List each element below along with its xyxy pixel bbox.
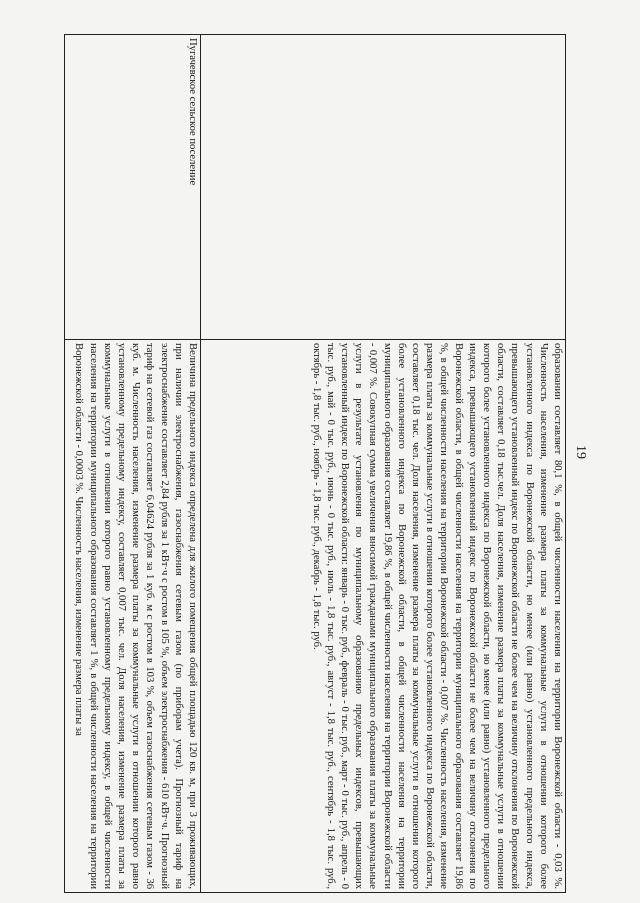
description-cell: [201, 340, 566, 893]
description-cell: [65, 340, 201, 893]
municipality-name-cell: Пугачевское сельское поселение: [65, 35, 201, 340]
description-text: Величина предельного индекса определена для жилого помещения общей площадью 120 кв. м, при 3 проживающих, при наличии электроснабжения, газоснабжения сетевым газом (по приборам учета). Прогнозный тариф на электроснабжение составляет 2,84 рубля за 1 кВт·ч с ростом в 105 %, объем электроснабжения - 610 кВт·ч. Прогнозный тариф на сетевой газ составляет 6,04624 рубля за 1 куб. м с ростом в 103 %, объем газоснабжения сетевым газом - 36 куб. м. Численность населения, изменение размера платы за коммунальные услуги в отношении которого равно установленному предельному индексу, составляет 0,007 тыс. чел. Доля населения, изменение размера платы за коммунальные услуги в отношении которого равно установленному предельному индексу, в общей численности населения на территории муниципального образования составляет 1 %, в общей численности населения на территории Воронежской области - 0,0003 %. Численность населения, изменение размера платы за: [73, 343, 198, 889]
municipality-table: [64, 34, 566, 893]
description-text: образовании составляет 80,1 %, в общей численности населения на территории Воронежской области - 0,03 %. Численность населения, изменение размера платы за коммунальные услуги в отношении которого более установленного индекса по Воронежской области, но менее (или равно) установленного предельного индекса, превышающего установленный индекс по Воронежской области не более чем на величину отклонения по Воронежской области, составляет 0,18 тыс.чел. Доля населения, изменение размера платы за коммунальные услуги в отношении которого более установленного индекса по Воронежской области, но менее (или равно) установленного предельного индекса, превышающего установленный индекс по Воронежской области не более чем на величину отклонения по Воронежской области, в общей численности населения на территории муниципального образования составляет 19,86 %, в общей численности населения на территории Воронежской области - 0,007 %. Численность населения, изменение размера платы за коммунальные услуги в отношении которого более установленного индекса по Воронежской области, составляет 0,18 тыс. чел. Доля населения, изменение размера платы за коммунальные услуги в отношении которого более установленного индекса по Воронежской области, в общей численности населения на территории муниципального образования составляет 19,86 %, в общей численности населения на территории Воронежской области - 0,007 %. Совокупная сумма увеличения вносимой гражданами муниципального образования платы за коммунальные услуги в результате установления по муниципальному образованию предельных индексов, превышающих установленный индекс по Воронежской области: январь - 0 тыс. руб., февраль - 0 тыс. руб., март - 0 тыс. руб., апрель - 0 тыс. руб., май - 0 тыс. руб., июнь - 0 тыс. руб., июль - 1,8 тыс. руб., август - 1,8 тыс. руб., сентябрь - 1,8 тыс. руб., октябрь - 1,8 тыс. руб., ноябрь - 1,8 тыс. руб., декабрь - 1,8 тыс. руб.: [310, 343, 563, 889]
table-row: [201, 35, 566, 893]
table-row: [65, 35, 201, 893]
page-number: 19: [573, 445, 588, 459]
rotated-table-wrapper: [69, 34, 566, 892]
municipality-name-cell: [201, 35, 566, 340]
